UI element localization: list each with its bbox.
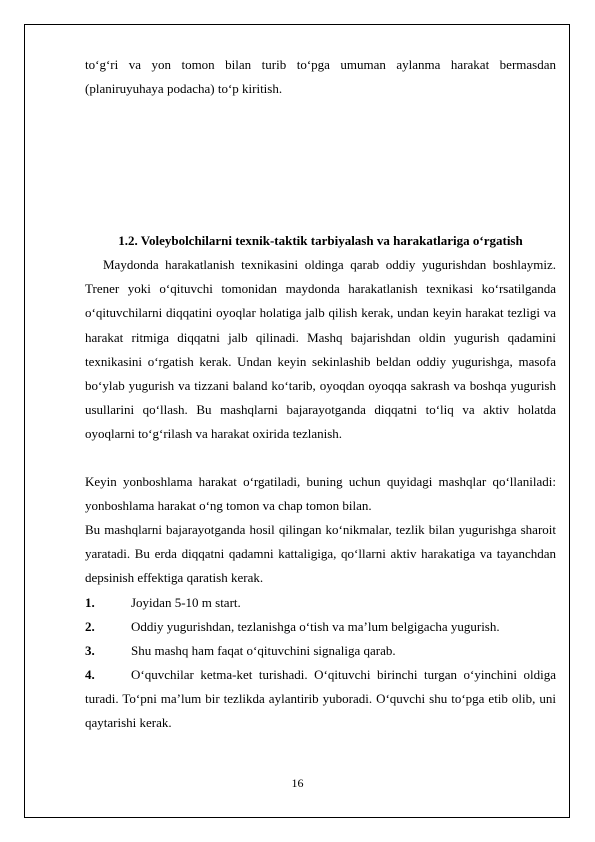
list-item-2 bbox=[85, 615, 556, 639]
list-text: Shu mashq ham faqat o‘qituvchini signaliga qarab. bbox=[131, 643, 396, 658]
list-text: O‘quvchilar ketma-ket turishadi. O‘qituvchi birinchi turgan o‘yinchini oldiga turadi. To‘pni ma’lum bir tezlikda aylantirib yuboradi. O‘quvchi shu to‘pga etib olib, uni qaytarishi kerak. bbox=[85, 667, 556, 731]
list-text: Oddiy yugurishdan, tezlanishga o‘tish va ma’lum belgigacha yugurish. bbox=[131, 619, 500, 634]
list-number: 4. bbox=[85, 667, 95, 682]
paragraph-2: Keyin yonboshlama harakat o‘rgatiladi, buning uchun quyidagi mashqlar qo‘llaniladi: yonboshlama harakat o‘ng tomon va chap tomon bilan. bbox=[85, 474, 556, 514]
paragraph-1: Maydonda harakatlanish texnikasini oldinga qarab oddiy yugurishdan boshlaymiz. Trener yoki o‘qituvchi tomonidan maydonda harakatlanish texnikasi ko‘rsatilganda o‘qituvchilarni diqqatini oyoqlar holatiga jalb qilish kerak, undan keyin harakat tezligi va harakat ritmiga diqqatni jalb qilinadi. Mashq bajarishdan oldin yugurish qadamini texnikasini o‘rgatish kerak. Undan keyin sekinlashib beldan oddiy yugurishga, masofa bo‘ylab yugurish va tizzani baland ko‘tarib, oyoqdan oyoqqa sakrash va boshqa yugurish usullarini qo‘llash. Bu mashqlarni bajarayotganda diqqatni to‘liq va aktiv holatda oyoqlarni to‘g‘rilash va harakat oxirida tezlanish. bbox=[85, 257, 556, 442]
list-number: 1. bbox=[85, 595, 95, 610]
paragraph-3: Bu mashqlarni bajarayotganda hosil qilingan ko‘nikmalar, tezlik bilan yugurishga sharoit yaratadi. Bu erda diqqatni qadamni kattaligiga, qo‘llarni aktiv harakatiga va tayanchdan depsinish effektiga qaratish kerak. bbox=[85, 522, 556, 586]
page-number: 16 bbox=[291, 776, 304, 790]
list-item-3 bbox=[85, 639, 556, 663]
list-number: 2. bbox=[85, 619, 95, 634]
section-heading: 1.2. Voleybolchilarni texnik-taktik tarbiyalash va harakatlariga o‘rgatish bbox=[118, 233, 523, 248]
list-item-1 bbox=[85, 591, 556, 615]
list-number: 3. bbox=[85, 643, 95, 658]
list-text: Joyidan 5-10 m start. bbox=[131, 595, 241, 610]
top-paragraph: to‘g‘ri va yon tomon bilan turib to‘pga umuman aylanma harakat bermasdan (planiruyuhaya podacha) to‘p kiritish. bbox=[85, 57, 556, 97]
list-item-4 bbox=[85, 663, 556, 736]
